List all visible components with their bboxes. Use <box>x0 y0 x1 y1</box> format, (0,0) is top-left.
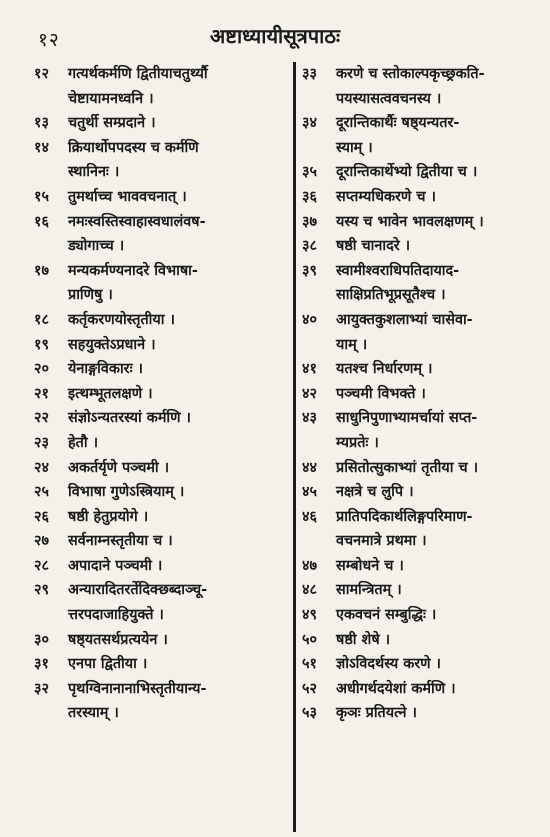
sutra-text: गत्यर्थकर्मणि द्वितीयाचतुर्थ्यौ चेष्टायामनध्वनि । <box>68 66 208 107</box>
sutra-entry <box>302 111 548 160</box>
sutra-number: २३ <box>34 434 49 451</box>
sutra-entry <box>302 701 548 726</box>
sutra-text: यस्य च भावेन भावलक्षणम् । <box>336 213 484 230</box>
sutra-number: ४८ <box>302 582 317 599</box>
sutra-entry <box>302 456 548 481</box>
sutra-number: १९ <box>34 336 49 353</box>
sutra-text: एकवचनं सम्बुद्धिः । <box>336 607 437 624</box>
sutra-number: ३८ <box>302 238 317 255</box>
sutra-entry <box>34 677 292 726</box>
sutra-entry <box>34 357 292 382</box>
sutra-number: २५ <box>34 484 49 501</box>
sutra-text: षष्ठी शेषे । <box>336 631 391 648</box>
sutra-text: चतुर्थी सम्प्रदाने । <box>68 115 156 132</box>
sutra-text: संज्ञोऽन्यतरस्यां कर्मणि । <box>68 410 192 427</box>
sutra-text: सामन्त्रितम् । <box>336 582 402 599</box>
sutra-entry <box>302 185 548 210</box>
sutra-number: ४२ <box>302 385 317 402</box>
sutra-number: ३९ <box>302 262 317 279</box>
sutra-number: ५३ <box>302 705 317 722</box>
sutra-number: २८ <box>34 557 49 574</box>
page-number: १२ <box>38 29 60 51</box>
sutra-text: सर्वनाम्नस्तृतीया च । <box>68 533 173 550</box>
sutra-text: हेतौ । <box>68 434 99 451</box>
left-column <box>34 62 292 726</box>
sutra-text: षष्ठ्यतसर्थप्रत्ययेन । <box>68 631 168 648</box>
sutra-text: कृञः प्रतियत्ने । <box>336 705 417 722</box>
sutra-number: १२ <box>34 66 49 82</box>
sutra-entry <box>302 382 548 407</box>
sutra-number: २६ <box>34 508 49 525</box>
sutra-entry <box>302 652 548 677</box>
sutra-entry <box>34 578 292 627</box>
sutra-number: ४७ <box>302 557 317 574</box>
sutra-entry <box>34 456 292 481</box>
sutra-number: १४ <box>34 139 49 156</box>
sutra-text: एनपा द्वितीया । <box>68 656 148 673</box>
page-title: अष्टाध्यायीसूत्रपाठः <box>210 24 340 48</box>
sutra-number: १६ <box>34 213 49 230</box>
sutra-number: ४९ <box>302 607 317 624</box>
sutra-number: ३२ <box>34 680 49 697</box>
sutra-entry <box>34 505 292 530</box>
page-header <box>0 0 550 58</box>
sutra-number: ५२ <box>302 680 317 697</box>
sutra-number: ३३ <box>302 66 317 82</box>
sutra-number: १३ <box>34 115 49 132</box>
sutra-number: ४५ <box>302 484 317 501</box>
sutra-number: २७ <box>34 533 49 550</box>
sutra-entry <box>302 628 548 653</box>
sutra-entry <box>302 308 548 357</box>
sutra-entry <box>302 259 548 308</box>
sutra-entry <box>302 406 548 455</box>
sutra-number: ३६ <box>302 188 317 205</box>
sutra-number: २२ <box>34 410 49 427</box>
sutra-text: प्रातिपदिकार्थलिङ्गपरिमाण- वचनमात्रे प्रथमा । <box>336 508 473 550</box>
sutra-text: साधुनिपुणाभ्यामर्चायां सप्त- म्यप्रतेः । <box>336 410 478 451</box>
sutra-entry <box>34 406 292 431</box>
sutra-text: आयुक्तकुशलाभ्यां चासेवा- याम् । <box>336 311 473 353</box>
sutra-entry <box>34 259 292 308</box>
sutra-number: ३५ <box>302 164 317 181</box>
sutra-entry <box>34 652 292 677</box>
sutra-entry <box>34 333 292 358</box>
sutra-entry <box>302 160 548 185</box>
sutra-entry <box>34 529 292 554</box>
sutra-number: ५० <box>302 631 317 648</box>
sutra-text: करणे च स्तोकाल्पकृच्छ्रकति- पयस्यासत्ववचनस्य । <box>336 66 485 107</box>
sutra-entry <box>34 62 292 111</box>
sutra-text: पृथग्विनानानाभिस्तृतीयान्य- तरस्याम् । <box>68 680 207 722</box>
sutra-entry <box>302 357 548 382</box>
sutra-text: षष्ठी चानादरे । <box>336 238 411 255</box>
sutra-number: १७ <box>34 262 49 279</box>
sutra-entry <box>34 431 292 456</box>
sutra-entry <box>302 234 548 259</box>
sutra-text: यतश्च निर्धारणम् । <box>336 361 433 378</box>
sutra-text: पञ्चमी विभक्ते । <box>336 385 426 402</box>
sutra-entry <box>302 62 548 111</box>
sutra-text: अपादाने पञ्चमी । <box>68 557 163 574</box>
sutra-number: ३१ <box>34 656 49 673</box>
sutra-entry <box>302 578 548 603</box>
sutra-text: अकर्तर्यृणे पञ्चमी । <box>68 459 170 476</box>
sutra-text: विभाषा गुणेऽस्त्रियाम् । <box>68 484 185 501</box>
sutra-text: अन्यारादितरर्तेदिक्छब्दाञ्चू- त्तरपदाजाहियुक्ते । <box>68 582 208 624</box>
sutra-entry <box>34 308 292 333</box>
sutra-text: नक्षत्रे च लुपि । <box>336 484 414 501</box>
sutra-text: येनाङ्गविकारः । <box>68 361 143 378</box>
sutra-number: ४४ <box>302 459 317 476</box>
sutra-entry <box>34 480 292 505</box>
sutra-text: ज्ञोऽविदर्थस्य करणे । <box>336 656 441 673</box>
sutra-entry <box>34 136 292 185</box>
sutra-text: इत्थम्भूतलक्षणे । <box>68 385 153 402</box>
sutra-text: स्वामीश्वराधिपतिदायाद- साक्षिप्रतिभूप्रसूतैश्च । <box>336 262 460 304</box>
sutra-number: ४१ <box>302 361 317 378</box>
sutra-number: २१ <box>34 385 49 402</box>
sutra-text: सप्तम्यधिकरणे च । <box>336 188 436 205</box>
sutra-entry <box>302 505 548 554</box>
sutra-number: ४० <box>302 311 317 328</box>
sutra-entry <box>34 111 292 136</box>
sutra-text: नमःस्वस्तिस्वाहास्वधालंवष- ड्योगाच्च । <box>68 213 206 255</box>
sutra-text: अधीगर्थदयेशां कर्मणि । <box>336 680 456 697</box>
sutra-entry <box>302 677 548 702</box>
sutra-text: सहयुक्तेऽप्रधाने । <box>68 336 156 353</box>
sutra-number: ४३ <box>302 410 317 427</box>
sutra-number: ३४ <box>302 115 317 132</box>
sutra-text: दूरान्तिकार्थेभ्यो द्वितीया च । <box>336 164 478 181</box>
sutra-text: तुमर्थाच्च भाववचनात् । <box>68 188 187 205</box>
sutra-text: दूरान्तिकार्थैः षष्ठ्यन्यतर- स्याम् । <box>336 115 460 156</box>
sutra-number: ४६ <box>302 508 317 525</box>
sutra-entry <box>34 185 292 210</box>
sutra-number: २० <box>34 361 49 378</box>
sutra-number: १८ <box>34 311 49 328</box>
right-column <box>302 62 548 726</box>
sutra-text: सम्बोधने च । <box>336 557 404 574</box>
sutra-entry <box>302 210 548 235</box>
sutra-entry <box>302 554 548 579</box>
sutra-entry <box>302 480 548 505</box>
sutra-number: २९ <box>34 582 49 599</box>
sutra-text: षष्ठी हेतुप्रयोगे । <box>68 508 149 525</box>
sutra-entry <box>34 628 292 653</box>
sutra-entry <box>34 554 292 579</box>
sutra-text: क्रियार्थोपपदस्य च कर्मणि स्थानिनः । <box>68 139 199 181</box>
sutra-text: कर्तृकरणयोस्तृतीया । <box>68 311 175 328</box>
sutra-number: ३७ <box>302 213 317 230</box>
column-divider <box>293 62 296 832</box>
sutra-entry <box>34 382 292 407</box>
sutra-number: ५१ <box>302 656 317 673</box>
sutra-number: २४ <box>34 459 49 476</box>
sutra-text: प्रसितोत्सुकाभ्यां तृतीया च । <box>336 459 479 476</box>
sutra-number: १५ <box>34 188 49 205</box>
sutra-text: मन्यकर्मण्यनादरे विभाषा- प्राणिषु । <box>68 262 198 304</box>
sutra-number: ३० <box>34 631 49 648</box>
sutra-entry <box>34 210 292 259</box>
sutra-entry <box>302 603 548 628</box>
